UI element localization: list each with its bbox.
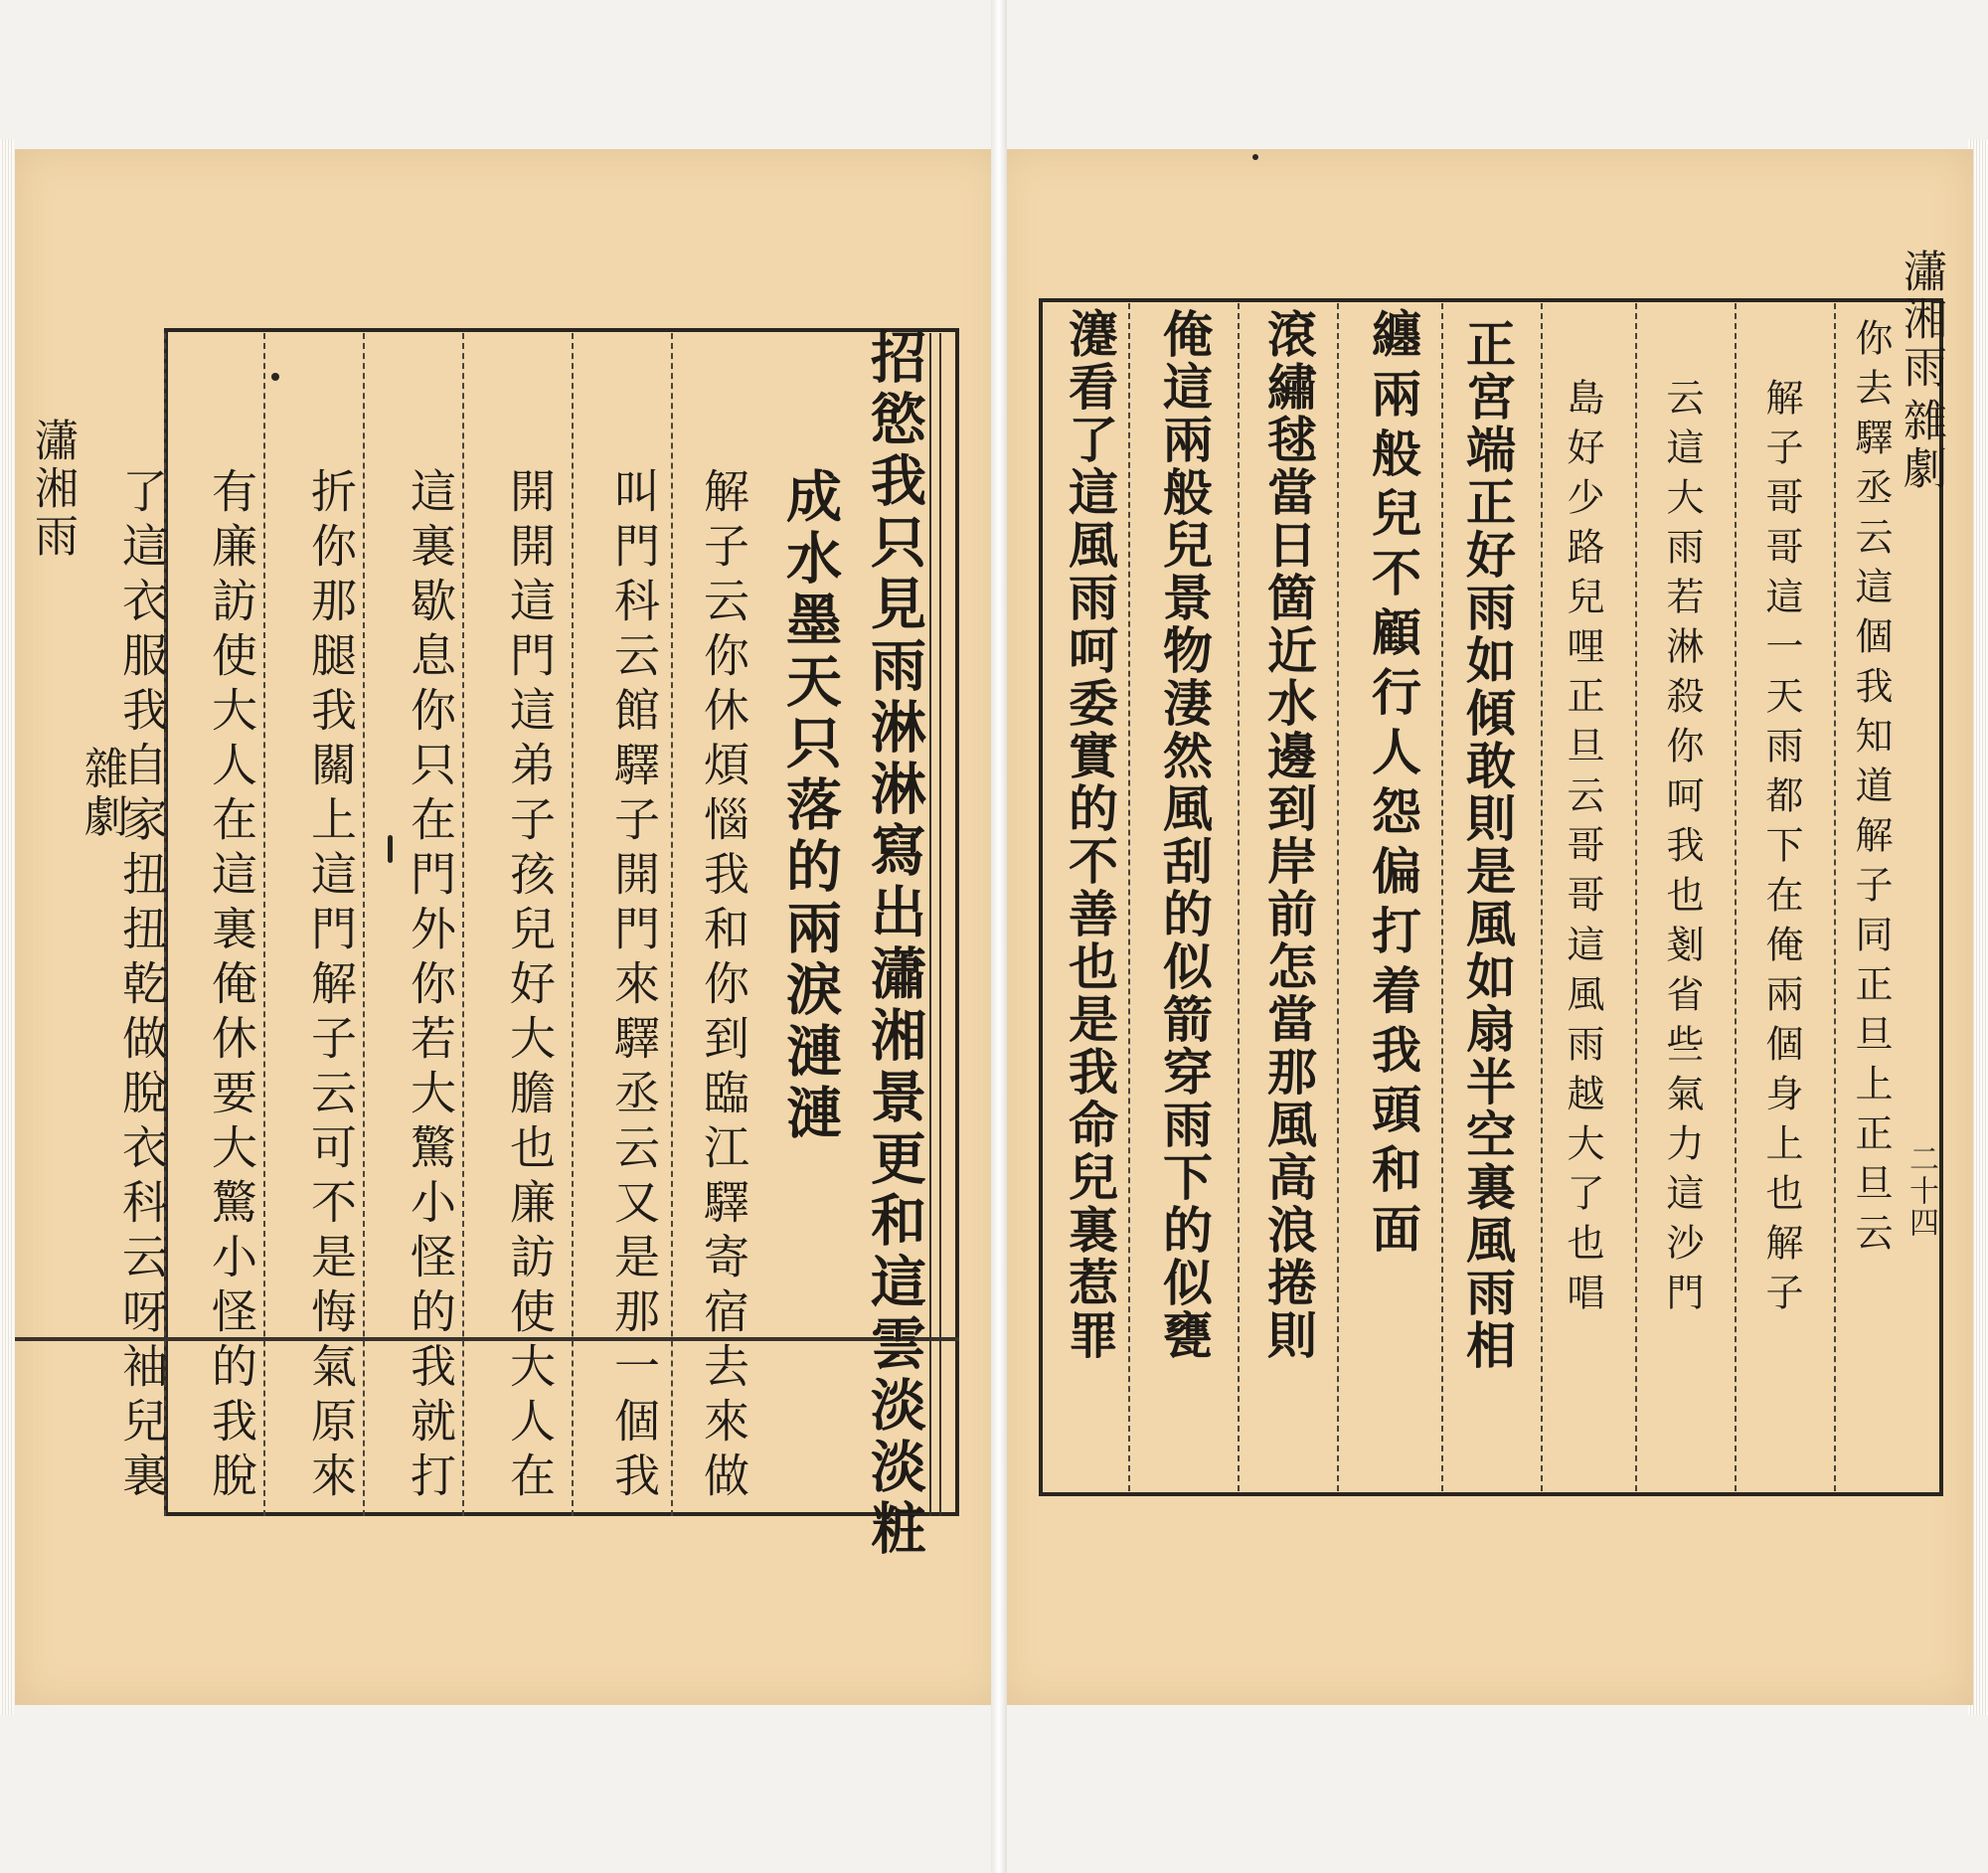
text-column: 解子云你休煩惱我和你到臨江驛寄宿去來做 bbox=[697, 467, 750, 1506]
ink-spot bbox=[271, 373, 279, 381]
text-column: 開開這門這弟子孩兒好大膽也廉訪使大人在 bbox=[503, 467, 557, 1506]
text-column: 滾繡毬當日箇近水邊到岸前怎當那風高浪捲則 bbox=[1259, 308, 1318, 1362]
text-column: 叫門科云館驛子開門來驛丞云又是那一個我 bbox=[607, 467, 661, 1506]
text-column: 解子哥哥這一天雨都下在俺兩個身上也解子 bbox=[1759, 378, 1803, 1322]
text-column: 成水墨天只落的兩淚漣漣 bbox=[777, 467, 843, 1145]
text-column: 招慾我只見雨淋淋寫出瀟湘景更和這雲淡淡粧 bbox=[862, 328, 927, 1561]
right-column-rule bbox=[1337, 303, 1339, 1491]
text-column: 纏兩般兒不顧行人怨偏打着我頭和面 bbox=[1364, 308, 1422, 1263]
right-column-rule bbox=[1735, 303, 1737, 1491]
left-column-rule bbox=[671, 333, 673, 1516]
text-column: 這裏歇息你只在門外你若大驚小怪的我就打 bbox=[404, 467, 457, 1506]
text-column: 俺這兩般兒景物淒然風刮的似箭穿雨下的似甕 bbox=[1155, 308, 1214, 1362]
text-column: 瀽看了這風雨呵委實的不善也是我命兒裏惹罪 bbox=[1061, 308, 1119, 1362]
text-column: 有廉訪使大人在這裏俺休要大驚小怪的我脫 bbox=[205, 467, 258, 1506]
text-column: 你去驛丞云這個我知道解子同正旦上正旦云 bbox=[1849, 318, 1893, 1263]
book-gutter bbox=[991, 0, 1007, 1873]
right-margin-note: 雜劇 bbox=[1896, 398, 1946, 493]
left-margin-note: 雜劇 bbox=[77, 746, 127, 841]
right-margin-title: 瀟湘雨 bbox=[1896, 249, 1946, 392]
left-column-rule bbox=[572, 333, 574, 1516]
ink-spot bbox=[388, 835, 393, 863]
text-column: 了這衣服我自家扭扭乾做脫衣科云呀袖兒裏 bbox=[115, 467, 169, 1506]
left-page bbox=[15, 149, 1001, 1705]
text-column: 云這大雨若淋殺你呵我也剗省些氣力這沙門 bbox=[1660, 378, 1704, 1322]
left-column-rule bbox=[939, 333, 941, 1516]
left-fore-edge bbox=[0, 139, 14, 1715]
right-page bbox=[999, 149, 1973, 1705]
right-column-rule bbox=[1441, 303, 1443, 1491]
page-number: 二十四 bbox=[1904, 1143, 1938, 1239]
left-margin-title: 瀟湘雨 bbox=[27, 418, 78, 561]
text-column: 折你那腿我關上這門解子云可不是悔氣原來 bbox=[304, 467, 358, 1506]
right-column-rule bbox=[1541, 303, 1543, 1491]
text-column: 正宮端正好雨如傾敢則是風如扇半空裏風雨相 bbox=[1458, 318, 1517, 1372]
right-column-rule bbox=[1238, 303, 1240, 1491]
right-column-rule bbox=[1834, 303, 1836, 1491]
right-column-rule bbox=[1635, 303, 1637, 1491]
text-column: 島好少路兒哩正旦云哥哥這風雨越大了也唱 bbox=[1561, 378, 1604, 1322]
ink-spot bbox=[1252, 154, 1258, 160]
right-column-rule bbox=[1128, 303, 1130, 1491]
